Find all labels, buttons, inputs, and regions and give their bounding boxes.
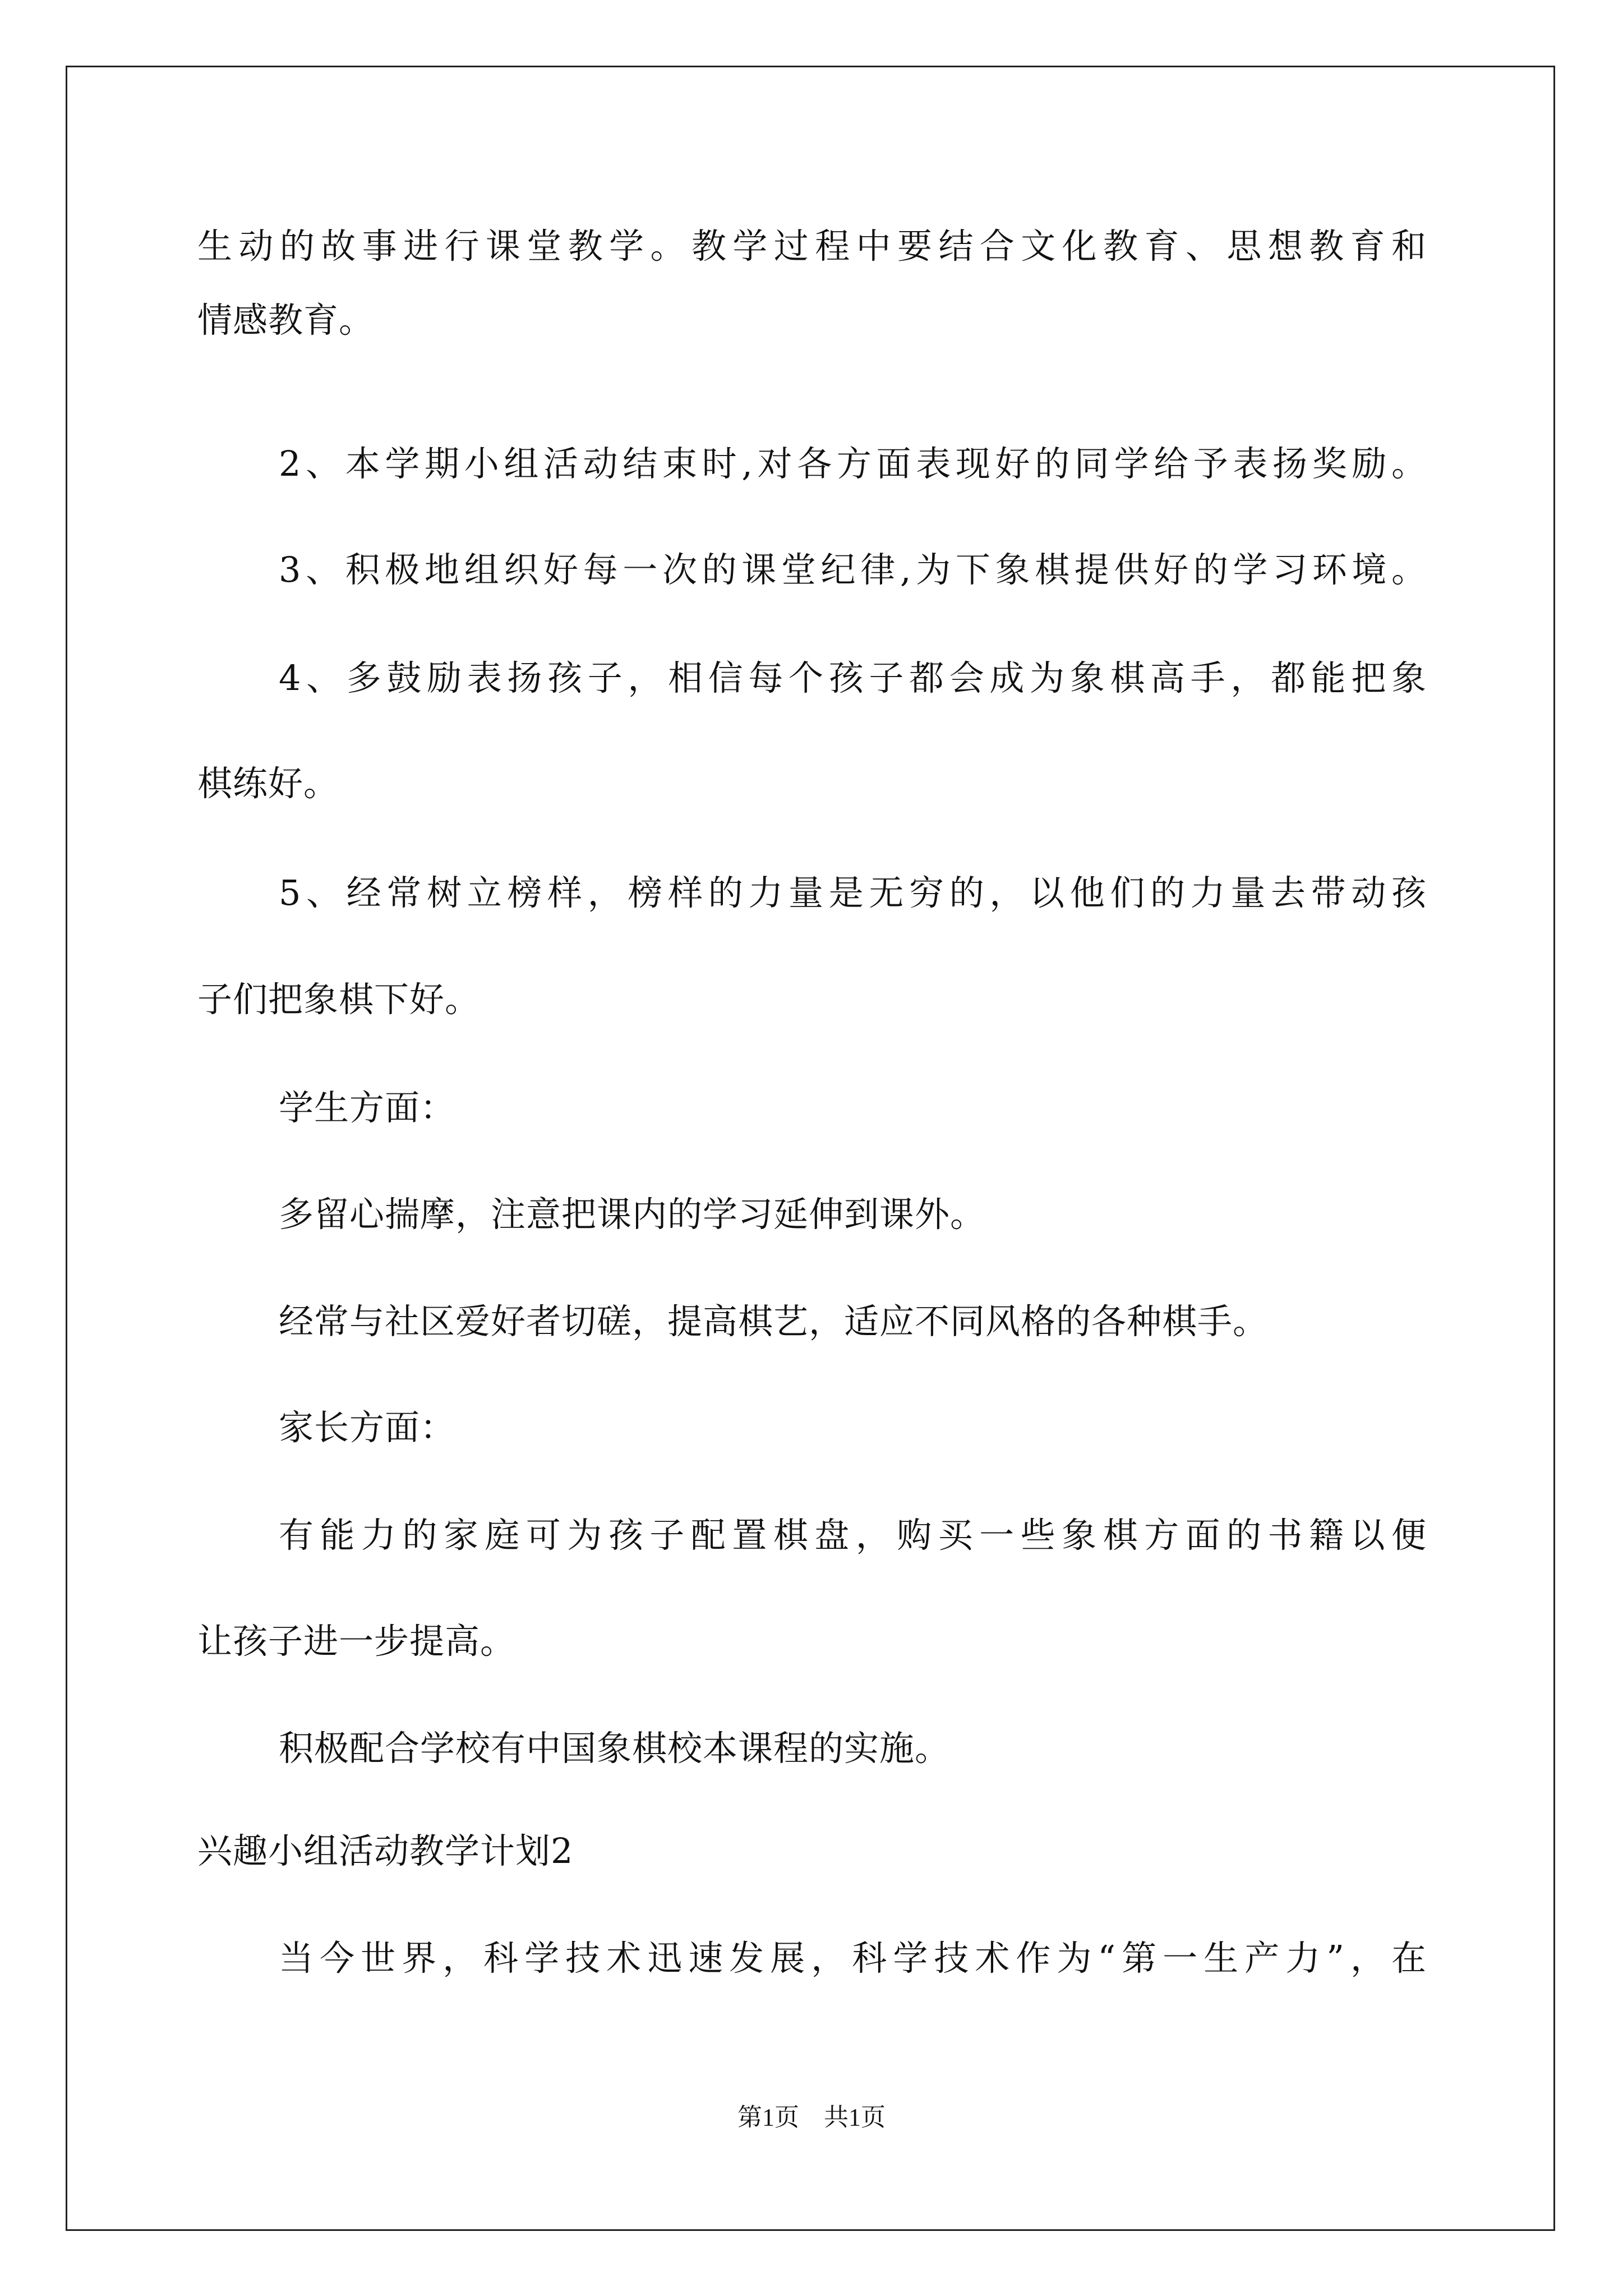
paragraph-line: 有能力的家庭可为孩子配置棋盘，购买一些象棋方面的书籍以便 bbox=[279, 1515, 1427, 1556]
paragraph-line: 棋练好。 bbox=[197, 763, 339, 804]
list-item-3: 3、积极地组织好每一次的课堂纪律,为下象棋提供好的学习环境。 bbox=[279, 549, 1427, 590]
page-border bbox=[66, 66, 1555, 2231]
list-item-5: 5、经常树立榜样，榜样的力量是无穷的，以他们的力量去带动孩 bbox=[279, 872, 1427, 913]
paragraph-line: 多留心揣摩，注意把课内的学习延伸到课外。 bbox=[279, 1194, 986, 1235]
paragraph-line: 当今世界，科学技术迅速发展，科学技术作为“第一生产力”，在 bbox=[279, 1938, 1427, 1978]
page-footer: 第1页 共1页 bbox=[737, 2104, 886, 2131]
section-label-parents: 家长方面： bbox=[279, 1407, 456, 1448]
paragraph-line: 让孩子进一步提高。 bbox=[197, 1621, 516, 1662]
section-heading: 兴趣小组活动教学计划2 bbox=[197, 1830, 574, 1871]
paragraph-line: 经常与社区爱好者切磋，提高棋艺，适应不同风格的各种棋手。 bbox=[279, 1301, 1269, 1342]
paragraph-line: 情感教育。 bbox=[197, 300, 375, 341]
paragraph-line: 生动的故事进行课堂教学。教学过程中要结合文化教育、思想教育和 bbox=[197, 226, 1427, 266]
list-item-2: 2、本学期小组活动结束时,对各方面表现好的同学给予表扬奖励。 bbox=[279, 443, 1427, 484]
section-label-students: 学生方面： bbox=[279, 1087, 456, 1128]
paragraph-line: 积极配合学校有中国象棋校本课程的实施。 bbox=[279, 1728, 951, 1769]
list-item-4: 4、多鼓励表扬孩子，相信每个孩子都会成为象棋高手，都能把象 bbox=[279, 657, 1427, 698]
paragraph-line: 子们把象棋下好。 bbox=[197, 979, 481, 1020]
